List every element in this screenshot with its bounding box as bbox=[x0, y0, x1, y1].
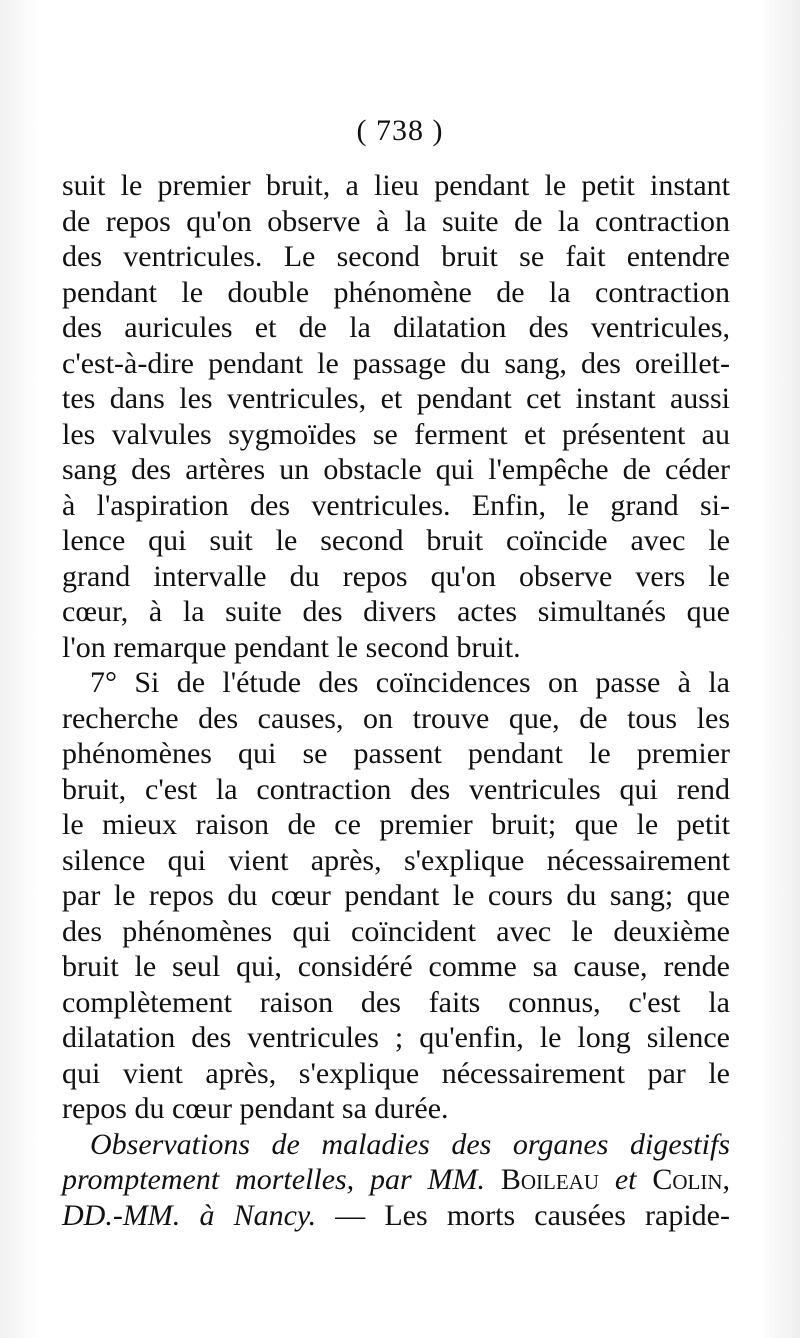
section-heading-line bbox=[62, 1162, 730, 1198]
text-line: c'est-à-dire pendant le passage du sang, des oreillet- bbox=[62, 346, 730, 380]
text-line: silence qui vient après, s'explique nécessairement bbox=[62, 843, 730, 877]
text-line: de repos qu'on observe à la suite de la contraction bbox=[62, 204, 730, 238]
section-heading-line: Observations de maladies des organes digestifs bbox=[90, 1127, 730, 1161]
text-line: cœur, à la suite des divers actes simultanés que bbox=[62, 595, 730, 628]
text-line: tes dans les ventricules, et pendant cet instant aussi bbox=[62, 382, 730, 415]
text-line: bruit le seul qui, considéré comme sa cause, rende bbox=[62, 950, 730, 983]
text-line: suit le premier bruit, a lieu pendant le petit instant bbox=[62, 169, 730, 202]
text-line: lence qui suit le second bruit coïncide avec le bbox=[62, 524, 730, 557]
text-line: phénomènes qui se passent pendant le premier bbox=[62, 737, 730, 770]
text-line: qui vient après, s'explique nécessairement par le bbox=[62, 1056, 730, 1090]
text-fragment: — Les morts causées rapide- bbox=[335, 1198, 730, 1232]
author-name: Colin, bbox=[652, 1163, 731, 1196]
text-line: repos du cœur pendant sa durée. bbox=[62, 1092, 449, 1125]
text-line: des ventricules. Le second bruit se fait entendre bbox=[62, 240, 730, 273]
heading-italic-text: promptement mortelles, par MM. bbox=[62, 1163, 486, 1196]
text-line: complètement raison des faits connus, c'est la bbox=[62, 985, 730, 1019]
conjunction: et bbox=[614, 1163, 637, 1196]
text-line: le mieux raison de ce premier bruit; que le petit bbox=[62, 808, 730, 841]
text-line: à l'aspiration des ventricules. Enfin, le grand si- bbox=[62, 488, 730, 522]
text-line: pendant le double phénomène de la contraction bbox=[62, 275, 730, 309]
text-line: dilatation des ventricules ; qu'enfin, le long silence bbox=[62, 1021, 730, 1054]
page-number: ( 738 ) bbox=[356, 114, 444, 147]
paragraph-3 bbox=[62, 1127, 730, 1234]
heading-italic-text: DD.-MM. à Nancy. bbox=[62, 1198, 317, 1232]
body-text bbox=[62, 168, 730, 1233]
text-line: grand intervalle du repos qu'on observe vers le bbox=[62, 559, 730, 593]
section-heading-line bbox=[62, 1198, 730, 1234]
paragraph-1 bbox=[62, 168, 730, 665]
text-line: recherche des causes, on trouve que, de tous les bbox=[62, 701, 730, 735]
text-line: bruit, c'est la contraction des ventricules qui rend bbox=[62, 772, 730, 806]
text-line: l'on remarque pendant le second bruit. bbox=[62, 630, 521, 664]
text-line: des phénomènes qui coïncident avec le deuxième bbox=[62, 914, 730, 948]
text-line: des auricules et de la dilatation des ventricules, bbox=[62, 311, 730, 344]
text-line: 7° Si de l'étude des coïncidences on passe à la bbox=[90, 666, 730, 699]
author-name: Boileau bbox=[500, 1163, 600, 1196]
text-line: par le repos du cœur pendant le cours du sang; que bbox=[62, 879, 730, 912]
text-line: les valvules sygmoïdes se ferment et présentent au bbox=[62, 417, 730, 451]
text-line: sang des artères un obstacle qui l'empêche de céder bbox=[62, 453, 730, 486]
paragraph-2 bbox=[62, 665, 730, 1127]
